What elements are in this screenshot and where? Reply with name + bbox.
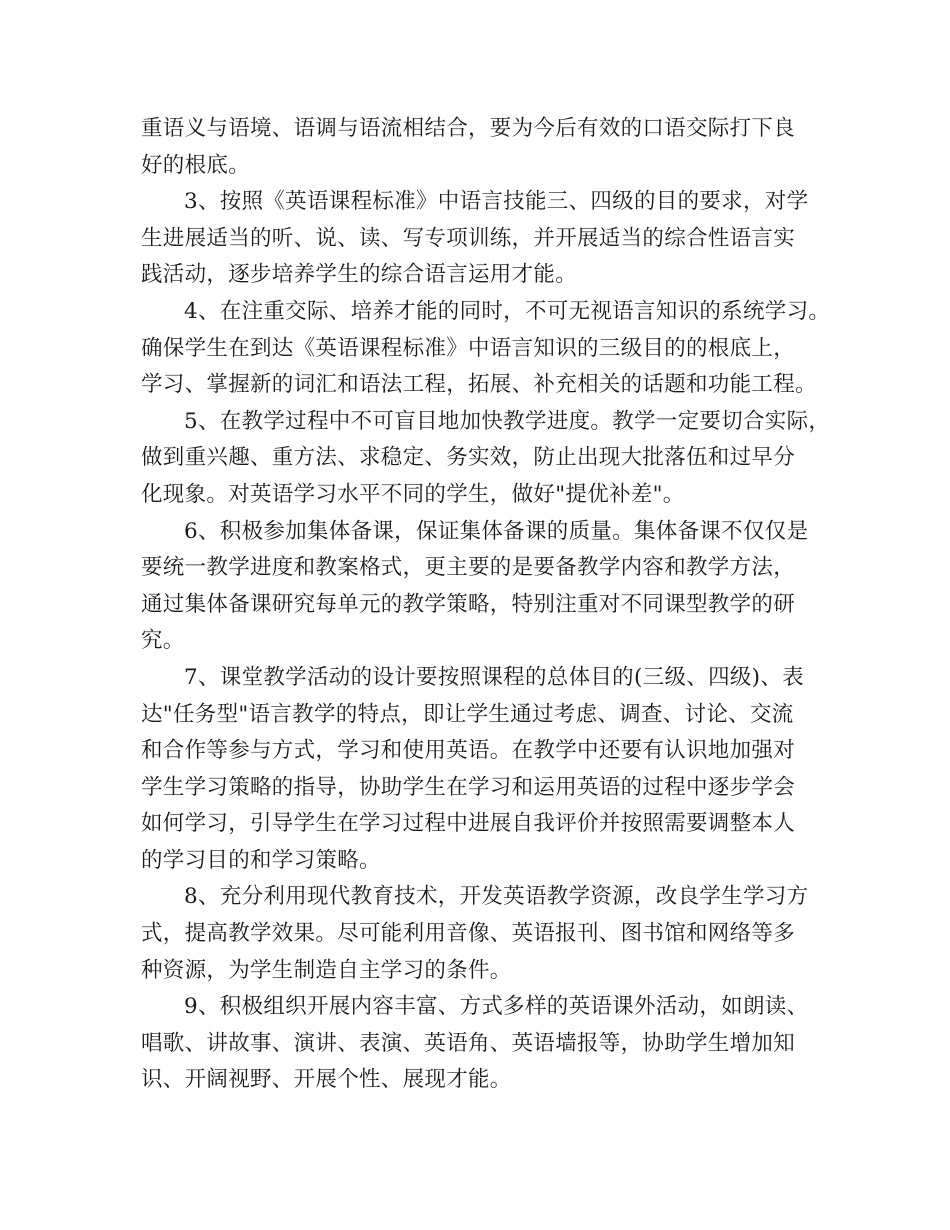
text-line: 践活动，逐步培养学生的综合语言运用才能。: [141, 262, 578, 288]
paragraph-start-line: 9、积极组织开展内容丰富、方式多样的英语课外活动，如朗读、: [184, 994, 809, 1020]
text-line: 通过集体备课研究每单元的教学策略，特别注重对不同课型教学的研: [141, 591, 796, 617]
text-line: 如何学习，引导学生在学习过程中进展自我评价并按照需要调整本人: [141, 811, 796, 837]
text-line: 生进展适当的听、说、读、写专项训练，并开展适当的综合性语言实: [141, 225, 796, 251]
text-line: 识、开阔视野、开展个性、展现才能。: [141, 1067, 512, 1093]
paragraph-start-line: 4、在注重交际、培养才能的同时，不可无视语言知识的系统学习。: [184, 298, 831, 324]
paragraph-start-line: 8、充分利用现代教育技术，开发英语教学资源，改良学生学习方: [184, 884, 809, 910]
document-body: [141, 111, 831, 1099]
text-line: 唱歌、讲故事、演讲、表演、英语角、英语墙报等，协助学生增加知: [141, 1030, 796, 1056]
paragraph-start-line: 7、课堂教学活动的设计要按照课程的总体目的(三级、四级)、表: [184, 664, 804, 690]
text-line: 学生学习策略的指导，协助学生在学习和运用英语的过程中逐步学会: [141, 774, 796, 800]
paragraph-start-line: 6、积极参加集体备课，保证集体备课的质量。集体备课不仅仅是: [184, 518, 809, 544]
text-line: 重语义与语境、语调与语流相结合，要为今后有效的口语交际打下良: [141, 116, 796, 141]
text-line: 好的根底。: [141, 152, 251, 178]
text-line: 要统一教学进度和教案格式，更主要的是要备教学内容和教学方法，: [141, 555, 796, 581]
text-line: 化现象。对英语学习水平不同的学生，做好"提优补差"。: [141, 481, 685, 507]
text-line: 做到重兴趣、重方法、求稳定、务实效，防止出现大批落伍和过早分: [141, 445, 796, 471]
text-line: 确保学生在到达《英语课程标准》中语言知识的三级目的的根底上，: [141, 335, 796, 361]
text-line: 究。: [141, 628, 185, 654]
text-line: 学习、掌握新的词汇和语法工程，拓展、补充相关的话题和功能工程。: [141, 372, 817, 398]
text-line: 种资源，为学生制造自主学习的条件。: [141, 957, 512, 983]
paragraph-start-line: 5、在教学过程中不可盲目地加快教学进度。教学一定要切合实际，: [184, 408, 831, 434]
text-line: 的学习目的和学习策略。: [141, 847, 381, 873]
paragraph-start-line: 3、按照《英语课程标准》中语言技能三、四级的目的要求，对学: [184, 189, 809, 215]
text-line: 和合作等参与方式，学习和使用英语。在教学中还要有认识地加强对: [141, 738, 796, 764]
text-line: 式，提高教学效果。尽可能利用音像、英语报刊、图书馆和网络等多: [141, 921, 796, 947]
text-line: 达"任务型"语言教学的特点，即让学生通过考虑、调查、讨论、交流: [141, 701, 794, 727]
